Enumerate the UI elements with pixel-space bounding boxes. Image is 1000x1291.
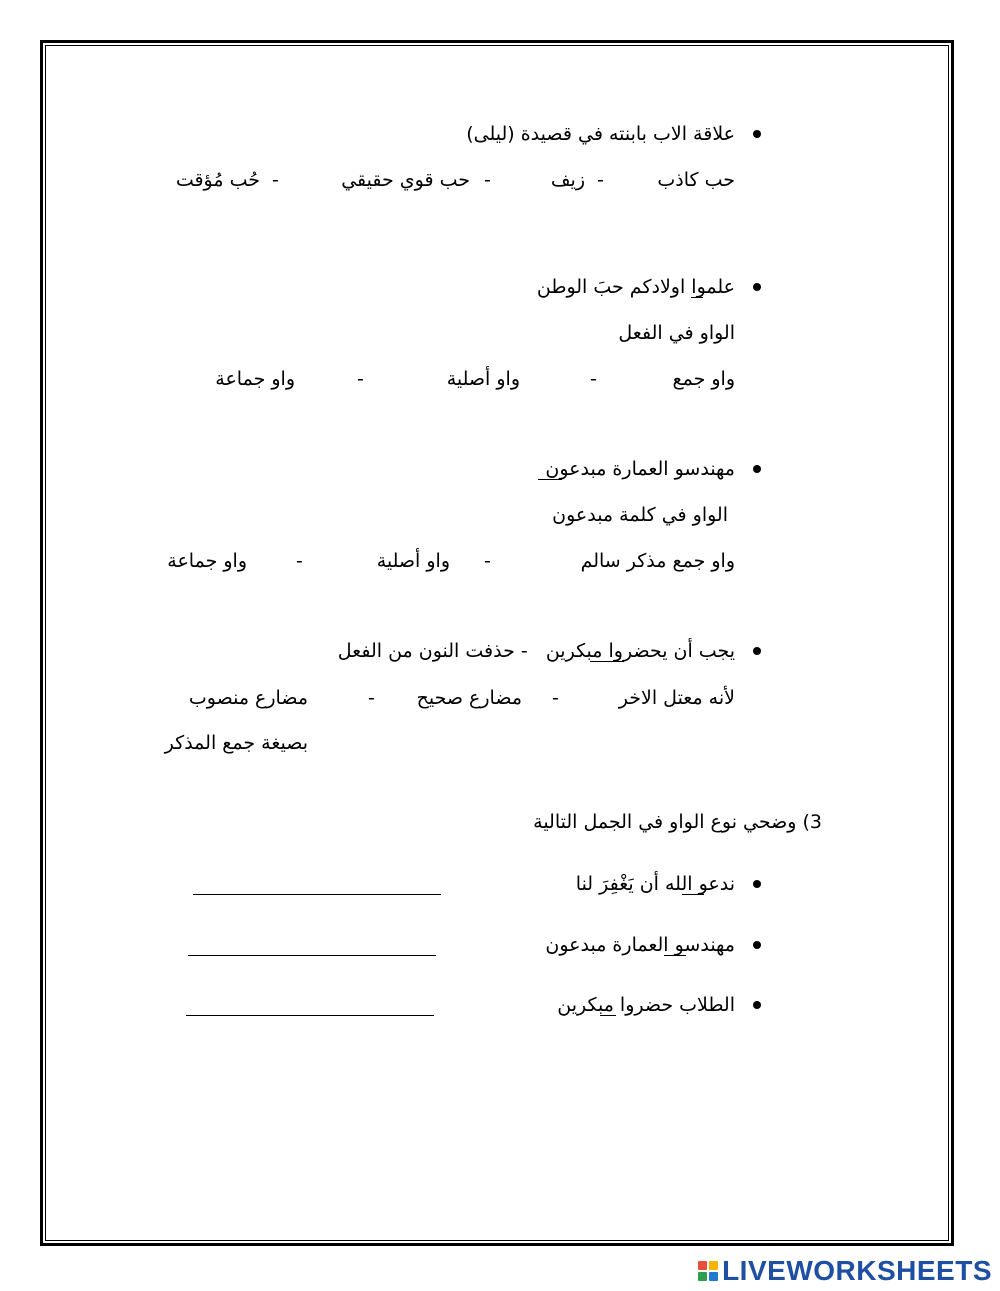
q4-prompt: يجب أن يحضروا مبكرين - حذفت النون من الفعل (337, 640, 735, 662)
q1-choice-3[interactable]: حب قوي حقيقي (341, 169, 470, 191)
logo-tile-1 (698, 1261, 707, 1270)
q3-choice-3[interactable]: واو جماعة (167, 550, 247, 572)
bullet-q3 (753, 465, 761, 473)
q2-choice-2[interactable]: واو أصلية (446, 368, 520, 390)
bullet-q2 (753, 283, 761, 291)
liveworksheets-logo-icon (698, 1261, 718, 1281)
q1-choice-2[interactable]: زيف (550, 169, 585, 191)
s3-item-2-answer-blank[interactable] (188, 955, 436, 956)
q3-sub: الواو في كلمة مبدعون (552, 504, 728, 526)
q4-choice-3[interactable]: مضارع منصوب (188, 687, 308, 709)
bullet-q1 (753, 130, 761, 138)
s3-item-3-underline (600, 1015, 616, 1016)
q3-choice-2[interactable]: واو أصلية (376, 550, 450, 572)
logo-tile-4 (709, 1272, 718, 1281)
q2-sub: الواو في الفعل (618, 322, 735, 344)
q1-separator-3: - (272, 169, 279, 191)
q1-choice-1[interactable]: حب كاذب (657, 169, 735, 191)
s3-item-3-answer-blank[interactable] (186, 1015, 434, 1016)
q3-separator-2: - (296, 550, 303, 572)
logo-tile-3 (698, 1272, 707, 1281)
bullet-s3-3 (753, 1001, 761, 1009)
bullet-q4 (753, 647, 761, 655)
q4-separator-2: - (368, 687, 375, 709)
s3-item-1-answer-blank[interactable] (193, 894, 441, 895)
q4-choice-3-continuation: بصيغة جمع المذكر (164, 732, 308, 754)
bullet-s3-2 (753, 941, 761, 949)
q3-separator-1: - (484, 550, 491, 572)
q2-underline (691, 297, 703, 298)
s3-item-2: مهندسو العمارة مبدعون (545, 934, 735, 956)
liveworksheets-brand-text: LIVEWORKSHEETS (722, 1255, 992, 1286)
q4-underline (590, 661, 624, 662)
bullet-s3-1 (753, 880, 761, 888)
q2-separator-1: - (590, 368, 597, 390)
s3-item-1-underline (682, 894, 704, 895)
q3-underline (538, 479, 562, 480)
q4-separator-1: - (552, 687, 559, 709)
q2-choice-1[interactable]: واو جمع (672, 368, 735, 390)
liveworksheets-logo (698, 1255, 992, 1287)
s3-item-1: ندعو الله أن يَغْفِرَ لنا (575, 873, 735, 895)
q4-choice-1[interactable]: لأنه معتل الاخر (618, 687, 735, 709)
q3-prompt: مهندسو العمارة مبدعون (545, 458, 735, 480)
s3-item-3: الطلاب حضروا مبكرين (557, 994, 735, 1016)
q1-choice-4[interactable]: حُب مُؤقت (175, 169, 260, 191)
q3-choice-1[interactable]: واو جمع مذكر سالم (580, 550, 735, 572)
q2-choice-3[interactable]: واو جماعة (215, 368, 295, 390)
q4-choice-2[interactable]: مضارع صحيح (416, 687, 522, 709)
q1-separator-1: - (597, 169, 604, 191)
q2-separator-2: - (357, 368, 364, 390)
q1-separator-2: - (484, 169, 491, 191)
q2-prompt: علموا اولادكم حبَ الوطن (536, 276, 735, 298)
q1-prompt: علاقة الاب بابنته في قصيدة (ليلى) (466, 123, 735, 145)
logo-tile-2 (709, 1261, 718, 1270)
s3-item-2-underline (664, 955, 686, 956)
section3-title: 3) وضحي نوع الواو في الجمل التالية (533, 811, 822, 833)
